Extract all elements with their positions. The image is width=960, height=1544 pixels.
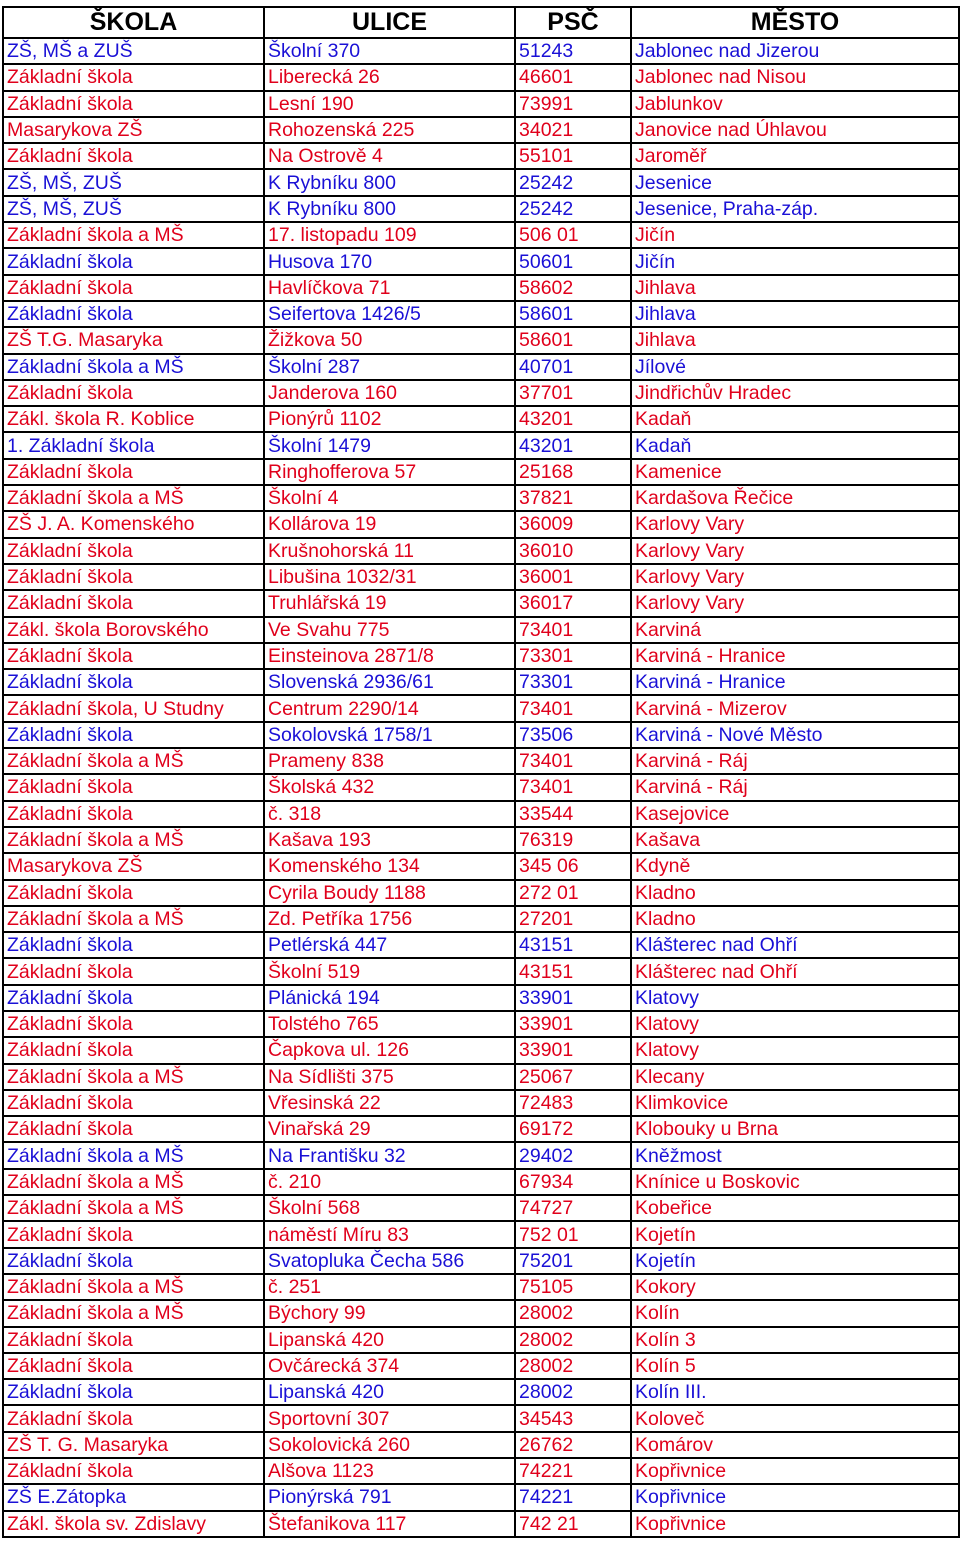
cell-ulice: Centrum 2290/14 <box>264 695 515 721</box>
cell-ulice: K Rybníku 800 <box>264 196 515 222</box>
cell-skola: Základní škola <box>3 301 264 327</box>
table-row <box>3 669 959 695</box>
cell-psc: 75201 <box>515 1248 631 1274</box>
table-row <box>3 301 959 327</box>
cell-psc: 73301 <box>515 643 631 669</box>
cell-mesto: Karviná <box>631 617 959 643</box>
cell-skola: Základní škola <box>3 1037 264 1063</box>
cell-mesto: Jablonec nad Nisou <box>631 64 959 90</box>
table-row <box>3 1353 959 1379</box>
cell-psc: 73991 <box>515 91 631 117</box>
cell-mesto: Kojetín <box>631 1221 959 1247</box>
table-row <box>3 222 959 248</box>
cell-skola: Základní škola <box>3 275 264 301</box>
cell-psc: 67934 <box>515 1169 631 1195</box>
cell-mesto: Jablunkov <box>631 91 959 117</box>
cell-mesto: Kobeřice <box>631 1195 959 1221</box>
cell-skola: Základní škola <box>3 880 264 906</box>
table-row <box>3 1011 959 1037</box>
table-row <box>3 932 959 958</box>
cell-skola: Masarykova ZŠ <box>3 853 264 879</box>
cell-ulice: Cyrila Boudy 1188 <box>264 880 515 906</box>
table-row <box>3 1195 959 1221</box>
cell-skola: Základní škola a MŠ <box>3 1195 264 1221</box>
cell-skola: 1. Základní škola <box>3 432 264 458</box>
cell-skola: Základní škola <box>3 1116 264 1142</box>
cell-psc: 73401 <box>515 774 631 800</box>
cell-skola: ZŠ E.Zátopka <box>3 1484 264 1510</box>
cell-mesto: Jesenice <box>631 169 959 195</box>
cell-mesto: Klatovy <box>631 1011 959 1037</box>
table-row <box>3 327 959 353</box>
cell-mesto: Jablonec nad Jizerou <box>631 38 959 64</box>
table-row <box>3 617 959 643</box>
cell-ulice: Krušnohorská 11 <box>264 538 515 564</box>
cell-skola: Základní škola a MŠ <box>3 485 264 511</box>
table-row <box>3 748 959 774</box>
cell-psc: 58601 <box>515 327 631 353</box>
cell-skola: Základní škola <box>3 380 264 406</box>
cell-skola: Základní škola <box>3 143 264 169</box>
cell-ulice: Kašava 193 <box>264 827 515 853</box>
cell-mesto: Kdyně <box>631 853 959 879</box>
header-skola: ŠKOLA <box>3 7 264 38</box>
cell-ulice: Svatopluka Čecha 586 <box>264 1248 515 1274</box>
cell-psc: 36010 <box>515 538 631 564</box>
cell-mesto: Klimkovice <box>631 1090 959 1116</box>
cell-skola: Masarykova ZŠ <box>3 117 264 143</box>
cell-ulice: Petlérská 447 <box>264 932 515 958</box>
cell-ulice: Sportovní 307 <box>264 1405 515 1431</box>
cell-skola: Základní škola a MŠ <box>3 748 264 774</box>
cell-psc: 50601 <box>515 248 631 274</box>
table-row <box>3 564 959 590</box>
cell-ulice: 17. listopadu 109 <box>264 222 515 248</box>
table-row <box>3 511 959 537</box>
table-row <box>3 38 959 64</box>
cell-psc: 69172 <box>515 1116 631 1142</box>
table-row <box>3 64 959 90</box>
cell-skola: ZŠ T.G. Masaryka <box>3 327 264 353</box>
cell-psc: 752 01 <box>515 1221 631 1247</box>
cell-skola: Základní škola <box>3 643 264 669</box>
cell-mesto: Klobouky u Brna <box>631 1116 959 1142</box>
table-row <box>3 1037 959 1063</box>
cell-skola: Základní škola <box>3 564 264 590</box>
table-row <box>3 91 959 117</box>
cell-psc: 46601 <box>515 64 631 90</box>
cell-skola: Základní škola <box>3 1248 264 1274</box>
table-row <box>3 1327 959 1353</box>
cell-ulice: Na Františku 32 <box>264 1142 515 1168</box>
cell-mesto: Karviná - Hranice <box>631 643 959 669</box>
cell-mesto: Kněžmost <box>631 1142 959 1168</box>
cell-mesto: Jičín <box>631 248 959 274</box>
cell-mesto: Karviná - Mizerov <box>631 695 959 721</box>
table-row <box>3 196 959 222</box>
table-row <box>3 643 959 669</box>
table-row <box>3 906 959 932</box>
cell-psc: 272 01 <box>515 880 631 906</box>
cell-psc: 73301 <box>515 669 631 695</box>
cell-ulice: náměstí Míru 83 <box>264 1221 515 1247</box>
cell-psc: 43201 <box>515 406 631 432</box>
table-row <box>3 169 959 195</box>
cell-ulice: Prameny 838 <box>264 748 515 774</box>
table-row <box>3 1405 959 1431</box>
header-ulice: ULICE <box>264 7 515 38</box>
cell-psc: 25242 <box>515 196 631 222</box>
cell-psc: 51243 <box>515 38 631 64</box>
cell-ulice: č. 318 <box>264 801 515 827</box>
cell-skola: Základní škola <box>3 91 264 117</box>
cell-psc: 26762 <box>515 1432 631 1458</box>
cell-mesto: Kadaň <box>631 432 959 458</box>
cell-skola: Základní škola a MŠ <box>3 906 264 932</box>
cell-ulice: Školní 4 <box>264 485 515 511</box>
header-mesto: MĚSTO <box>631 7 959 38</box>
cell-skola: Základní škola <box>3 1090 264 1116</box>
table-row <box>3 1432 959 1458</box>
cell-ulice: Vinařská 29 <box>264 1116 515 1142</box>
cell-skola: Základní škola a MŠ <box>3 1300 264 1326</box>
cell-skola: Základní škola <box>3 590 264 616</box>
cell-psc: 74221 <box>515 1484 631 1510</box>
cell-skola: Základní škola <box>3 1221 264 1247</box>
cell-mesto: Kopřivnice <box>631 1511 959 1537</box>
cell-mesto: Koloveč <box>631 1405 959 1431</box>
cell-mesto: Kamenice <box>631 459 959 485</box>
cell-psc: 73401 <box>515 695 631 721</box>
cell-psc: 73506 <box>515 722 631 748</box>
cell-psc: 36009 <box>515 511 631 537</box>
cell-psc: 75105 <box>515 1274 631 1300</box>
cell-mesto: Karviná - Ráj <box>631 774 959 800</box>
cell-mesto: Kladno <box>631 906 959 932</box>
cell-ulice: Štefanikova 117 <box>264 1511 515 1537</box>
cell-skola: Základní škola <box>3 932 264 958</box>
cell-psc: 40701 <box>515 354 631 380</box>
cell-mesto: Klášterec nad Ohří <box>631 932 959 958</box>
table-row <box>3 459 959 485</box>
cell-ulice: Pionýrů 1102 <box>264 406 515 432</box>
cell-ulice: Býchory 99 <box>264 1300 515 1326</box>
cell-skola: Zákl. škola R. Koblice <box>3 406 264 432</box>
cell-mesto: Karlovy Vary <box>631 590 959 616</box>
table-row <box>3 1169 959 1195</box>
table-row <box>3 958 959 984</box>
cell-skola: Základní škola <box>3 1405 264 1431</box>
cell-mesto: Kolín 5 <box>631 1353 959 1379</box>
cell-mesto: Knínice u Boskovic <box>631 1169 959 1195</box>
cell-ulice: Pionýrská 791 <box>264 1484 515 1510</box>
cell-mesto: Kopřivnice <box>631 1458 959 1484</box>
cell-psc: 33544 <box>515 801 631 827</box>
cell-ulice: Na Sídlišti 375 <box>264 1064 515 1090</box>
cell-ulice: Na Ostrově 4 <box>264 143 515 169</box>
table-row <box>3 1300 959 1326</box>
cell-ulice: Liberecká 26 <box>264 64 515 90</box>
cell-mesto: Komárov <box>631 1432 959 1458</box>
cell-ulice: Lipanská 420 <box>264 1327 515 1353</box>
cell-mesto: Kladno <box>631 880 959 906</box>
cell-psc: 742 21 <box>515 1511 631 1537</box>
cell-psc: 74221 <box>515 1458 631 1484</box>
cell-psc: 72483 <box>515 1090 631 1116</box>
table-row <box>3 801 959 827</box>
cell-psc: 58602 <box>515 275 631 301</box>
table-row <box>3 406 959 432</box>
cell-skola: Základní škola <box>3 1458 264 1484</box>
cell-psc: 36017 <box>515 590 631 616</box>
cell-ulice: Husova 170 <box>264 248 515 274</box>
cell-ulice: č. 210 <box>264 1169 515 1195</box>
table-row <box>3 1221 959 1247</box>
table-row <box>3 143 959 169</box>
cell-ulice: Rohozenská 225 <box>264 117 515 143</box>
cell-mesto: Kolín III. <box>631 1379 959 1405</box>
cell-psc: 27201 <box>515 906 631 932</box>
cell-psc: 37701 <box>515 380 631 406</box>
cell-psc: 33901 <box>515 985 631 1011</box>
cell-psc: 28002 <box>515 1379 631 1405</box>
cell-skola: ZŠ, MŠ, ZUŠ <box>3 169 264 195</box>
cell-ulice: Žižkova 50 <box>264 327 515 353</box>
table-row <box>3 985 959 1011</box>
cell-skola: Základní škola a MŠ <box>3 222 264 248</box>
cell-skola: ZŠ T. G. Masaryka <box>3 1432 264 1458</box>
cell-mesto: Kopřivnice <box>631 1484 959 1510</box>
cell-ulice: Čapkova ul. 126 <box>264 1037 515 1063</box>
cell-psc: 74727 <box>515 1195 631 1221</box>
table-row <box>3 1064 959 1090</box>
header-psc: PSČ <box>515 7 631 38</box>
table-row <box>3 432 959 458</box>
cell-ulice: č. 251 <box>264 1274 515 1300</box>
cell-ulice: Školní 1479 <box>264 432 515 458</box>
cell-skola: Základní škola <box>3 1353 264 1379</box>
cell-psc: 43151 <box>515 932 631 958</box>
header-row <box>3 7 959 38</box>
cell-skola: ZŠ, MŠ, ZUŠ <box>3 196 264 222</box>
table-row <box>3 853 959 879</box>
cell-ulice: Komenského 134 <box>264 853 515 879</box>
cell-skola: Základní škola <box>3 958 264 984</box>
cell-mesto: Klecany <box>631 1064 959 1090</box>
cell-skola: Základní škola a MŠ <box>3 1064 264 1090</box>
table-row <box>3 117 959 143</box>
cell-skola: ZŠ J. A. Komenského <box>3 511 264 537</box>
cell-psc: 25168 <box>515 459 631 485</box>
cell-ulice: Školní 568 <box>264 1195 515 1221</box>
cell-psc: 28002 <box>515 1327 631 1353</box>
cell-psc: 33901 <box>515 1011 631 1037</box>
table-row <box>3 1484 959 1510</box>
cell-skola: Základní škola a MŠ <box>3 827 264 853</box>
cell-psc: 73401 <box>515 748 631 774</box>
cell-mesto: Jílové <box>631 354 959 380</box>
cell-skola: Zákl. škola Borovského <box>3 617 264 643</box>
cell-skola: Základní škola <box>3 64 264 90</box>
cell-ulice: Alšova 1123 <box>264 1458 515 1484</box>
table-row <box>3 590 959 616</box>
cell-skola: Základní škola <box>3 774 264 800</box>
table-row <box>3 275 959 301</box>
cell-ulice: Janderova 160 <box>264 380 515 406</box>
cell-skola: Základní škola <box>3 985 264 1011</box>
cell-ulice: K Rybníku 800 <box>264 169 515 195</box>
cell-mesto: Jihlava <box>631 275 959 301</box>
cell-psc: 36001 <box>515 564 631 590</box>
table-row <box>3 1458 959 1484</box>
table-row <box>3 1248 959 1274</box>
table-row <box>3 774 959 800</box>
cell-ulice: Zd. Petříka 1756 <box>264 906 515 932</box>
cell-mesto: Karviná - Hranice <box>631 669 959 695</box>
table-row <box>3 880 959 906</box>
table-row <box>3 1274 959 1300</box>
cell-mesto: Kadaň <box>631 406 959 432</box>
cell-psc: 28002 <box>515 1300 631 1326</box>
table-row <box>3 695 959 721</box>
cell-skola: Základní škola <box>3 248 264 274</box>
cell-skola: Základní škola <box>3 459 264 485</box>
cell-ulice: Školní 287 <box>264 354 515 380</box>
cell-ulice: Kollárova 19 <box>264 511 515 537</box>
cell-psc: 34021 <box>515 117 631 143</box>
cell-mesto: Kolín <box>631 1300 959 1326</box>
table-row <box>3 827 959 853</box>
cell-skola: Základní škola, U Studny <box>3 695 264 721</box>
cell-ulice: Slovenská 2936/61 <box>264 669 515 695</box>
cell-skola: Základní škola a MŠ <box>3 1274 264 1300</box>
cell-ulice: Havlíčkova 71 <box>264 275 515 301</box>
cell-psc: 55101 <box>515 143 631 169</box>
table-row <box>3 1511 959 1537</box>
cell-skola: Základní škola <box>3 801 264 827</box>
cell-psc: 73401 <box>515 617 631 643</box>
cell-mesto: Karviná - Ráj <box>631 748 959 774</box>
cell-mesto: Kašava <box>631 827 959 853</box>
cell-ulice: Einsteinova 2871/8 <box>264 643 515 669</box>
cell-mesto: Janovice nad Úhlavou <box>631 117 959 143</box>
cell-psc: 25067 <box>515 1064 631 1090</box>
cell-psc: 58601 <box>515 301 631 327</box>
cell-ulice: Ovčárecká 374 <box>264 1353 515 1379</box>
cell-ulice: Školní 519 <box>264 958 515 984</box>
cell-mesto: Jihlava <box>631 301 959 327</box>
schools-table <box>2 6 960 1538</box>
cell-psc: 76319 <box>515 827 631 853</box>
cell-ulice: Sokolovická 260 <box>264 1432 515 1458</box>
cell-mesto: Kasejovice <box>631 801 959 827</box>
table-row <box>3 1142 959 1168</box>
cell-mesto: Jesenice, Praha-záp. <box>631 196 959 222</box>
cell-ulice: Vřesinská 22 <box>264 1090 515 1116</box>
cell-mesto: Jaroměř <box>631 143 959 169</box>
table-row <box>3 722 959 748</box>
table-row <box>3 485 959 511</box>
cell-mesto: Klášterec nad Ohří <box>631 958 959 984</box>
cell-psc: 345 06 <box>515 853 631 879</box>
table-row <box>3 380 959 406</box>
table-row <box>3 248 959 274</box>
cell-skola: Základní škola <box>3 538 264 564</box>
cell-ulice: Tolstého 765 <box>264 1011 515 1037</box>
cell-mesto: Kardašova Řečice <box>631 485 959 511</box>
cell-skola: Základní škola <box>3 1379 264 1405</box>
cell-psc: 25242 <box>515 169 631 195</box>
cell-ulice: Ve Svahu 775 <box>264 617 515 643</box>
cell-skola: Základní škola a MŠ <box>3 1169 264 1195</box>
cell-ulice: Ringhofferova 57 <box>264 459 515 485</box>
cell-ulice: Lesní 190 <box>264 91 515 117</box>
cell-psc: 28002 <box>515 1353 631 1379</box>
cell-mesto: Kokory <box>631 1274 959 1300</box>
cell-mesto: Jindřichův Hradec <box>631 380 959 406</box>
cell-skola: Zákl. škola sv. Zdislavy <box>3 1511 264 1537</box>
table-body <box>3 38 959 1537</box>
cell-mesto: Karlovy Vary <box>631 538 959 564</box>
cell-ulice: Lipanská 420 <box>264 1379 515 1405</box>
cell-ulice: Školská 432 <box>264 774 515 800</box>
table-row <box>3 1090 959 1116</box>
table-row <box>3 538 959 564</box>
cell-skola: Základní škola <box>3 722 264 748</box>
cell-ulice: Plánická 194 <box>264 985 515 1011</box>
cell-ulice: Sokolovská 1758/1 <box>264 722 515 748</box>
cell-skola: Základní škola <box>3 1011 264 1037</box>
table-row <box>3 1379 959 1405</box>
cell-ulice: Libušina 1032/31 <box>264 564 515 590</box>
cell-ulice: Seifertova 1426/5 <box>264 301 515 327</box>
cell-mesto: Klatovy <box>631 1037 959 1063</box>
cell-mesto: Kojetín <box>631 1248 959 1274</box>
table-row <box>3 1116 959 1142</box>
cell-mesto: Karlovy Vary <box>631 511 959 537</box>
cell-mesto: Jihlava <box>631 327 959 353</box>
cell-psc: 37821 <box>515 485 631 511</box>
cell-mesto: Klatovy <box>631 985 959 1011</box>
cell-skola: Základní škola <box>3 669 264 695</box>
table-row <box>3 354 959 380</box>
cell-ulice: Truhlářská 19 <box>264 590 515 616</box>
cell-psc: 506 01 <box>515 222 631 248</box>
cell-skola: Základní škola a MŠ <box>3 1142 264 1168</box>
cell-skola: Základní škola a MŠ <box>3 354 264 380</box>
cell-psc: 29402 <box>515 1142 631 1168</box>
cell-mesto: Karviná - Nové Město <box>631 722 959 748</box>
cell-mesto: Karlovy Vary <box>631 564 959 590</box>
cell-psc: 43151 <box>515 958 631 984</box>
cell-psc: 43201 <box>515 432 631 458</box>
cell-skola: Základní škola <box>3 1327 264 1353</box>
cell-ulice: Školní 370 <box>264 38 515 64</box>
cell-mesto: Jičín <box>631 222 959 248</box>
cell-mesto: Kolín 3 <box>631 1327 959 1353</box>
cell-skola: ZŠ, MŠ a ZUŠ <box>3 38 264 64</box>
cell-psc: 33901 <box>515 1037 631 1063</box>
cell-psc: 34543 <box>515 1405 631 1431</box>
